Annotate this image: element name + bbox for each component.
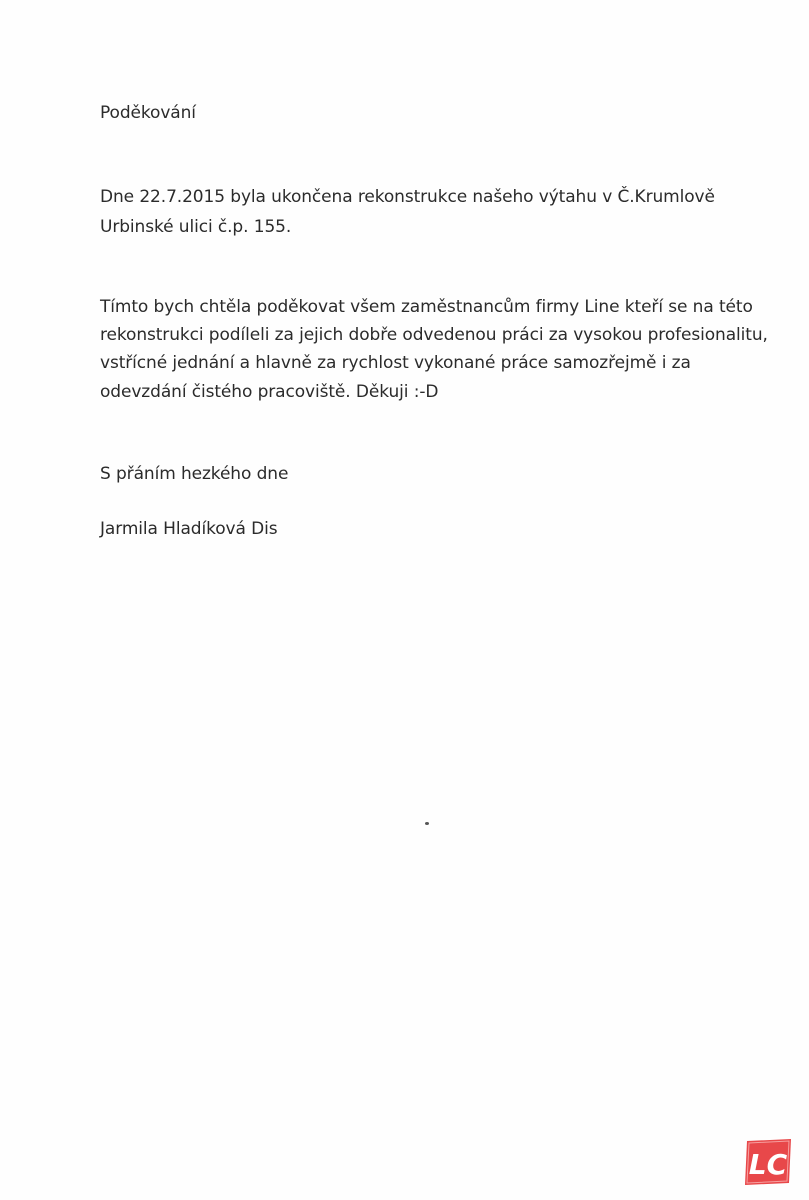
paragraph2-line4: odevzdání čistého pracoviště. Děkuji :-D <box>100 382 439 402</box>
scan-speck <box>425 822 429 825</box>
signature: Jarmila Hladíková Dis <box>100 519 278 539</box>
paragraph1-line1: Dne 22.7.2015 byla ukončena rekonstrukce našeho výtahu v Č.Krumlově <box>100 187 715 207</box>
closing-line: S přáním hezkého dne <box>100 464 289 484</box>
paragraph2-line2: rekonstrukci podíleli za jejich dobře odvedenou práci za vysokou profesionalitu, <box>100 325 768 345</box>
paragraph2-line3: vstřícné jednání a hlavně za rychlost vykonané práce samozřejmě i za <box>100 353 691 373</box>
document-title: Poděkování <box>100 103 196 123</box>
lc-logo-icon <box>741 1137 795 1187</box>
logo-text: LC <box>748 1148 788 1181</box>
paragraph2-line1: Tímto bych chtěla poděkovat všem zaměstnancům firmy Line kteří se na této <box>100 297 753 317</box>
paragraph1-line2: Urbinské ulici č.p. 155. <box>100 217 292 237</box>
